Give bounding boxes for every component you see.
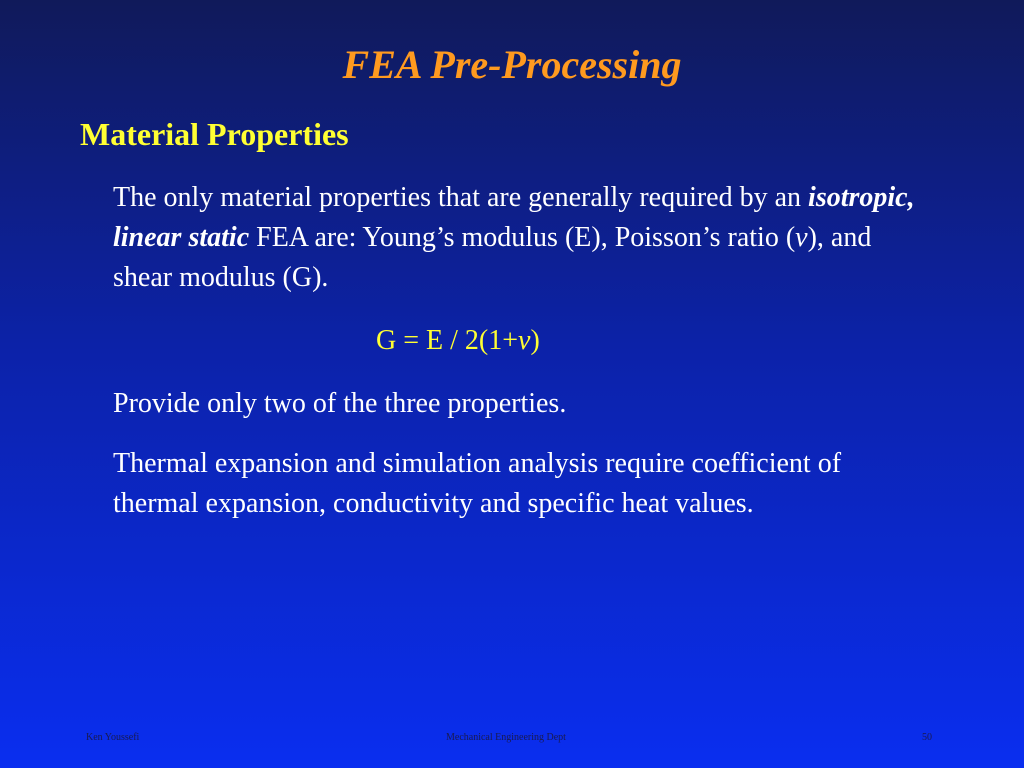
footer-department: Mechanical Engineering Dept	[446, 732, 566, 743]
poisson-symbol: v	[795, 222, 808, 253]
footer-author: Ken Youssefi	[86, 732, 140, 743]
formula-text: G = E / 2(1+	[376, 325, 519, 356]
paragraph-text: FEA are: Young’s modulus (E), Poisson’s ratio (	[249, 222, 796, 253]
footer-page-number: 50	[922, 732, 932, 743]
emphasis-text: isotropic, linear static	[113, 182, 915, 253]
formula-text: )	[530, 325, 540, 356]
shear-modulus-formula	[376, 321, 540, 361]
paragraph-two-properties: Provide only two of the three properties.	[113, 388, 567, 419]
paragraph-material-properties	[113, 178, 933, 298]
paragraph-thermal: Thermal expansion and simulation analysis require coefficient of thermal expansion, conductivity and specific heat values.	[113, 448, 842, 519]
section-heading: Material Properties	[80, 116, 349, 152]
paragraph-text: ), and shear modulus (G).	[113, 222, 872, 293]
paragraph-text: The only material properties that are generally required by an	[113, 182, 809, 213]
poisson-symbol: v	[518, 325, 531, 356]
slide-title: FEA Pre-Processing	[342, 42, 682, 87]
